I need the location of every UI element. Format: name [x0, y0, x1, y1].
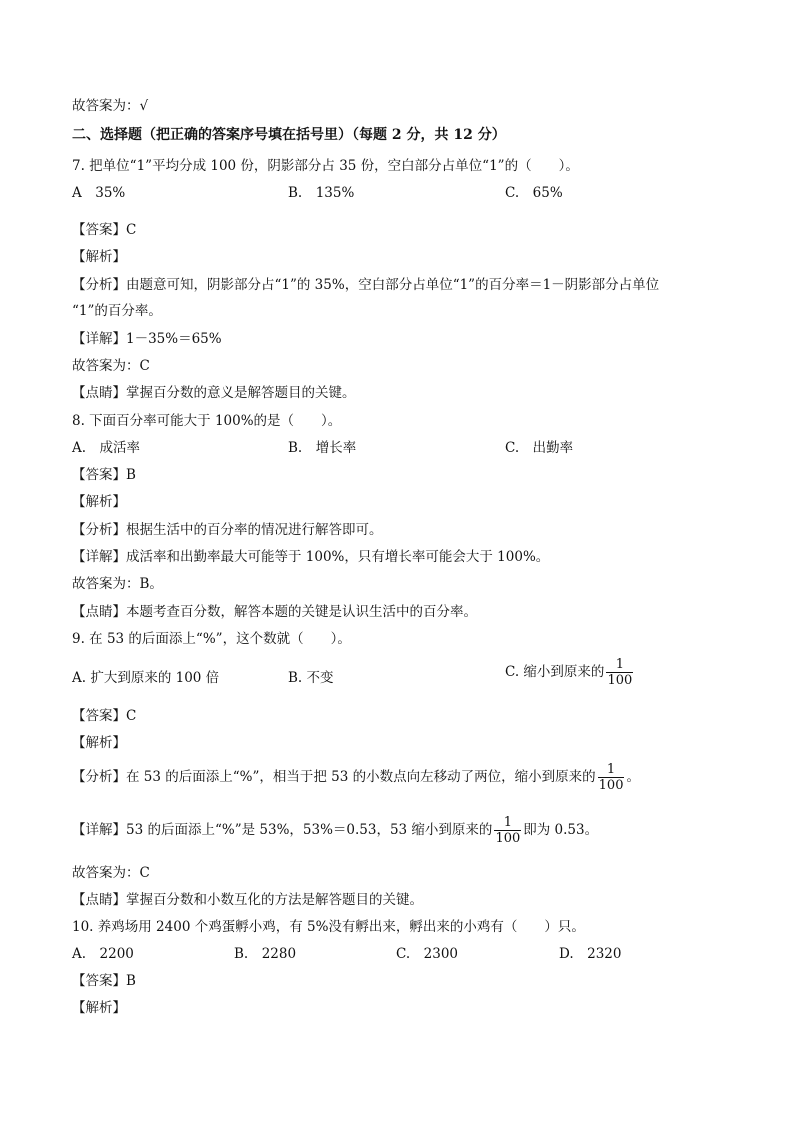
- q7-conclusion: 故答案为：C: [72, 358, 150, 374]
- q10-option-c: C. 2300: [396, 946, 458, 962]
- q7-note: 【点睛】掌握百分数的意义是解答题目的关键。: [72, 385, 356, 401]
- q8-answer: 【答案】B: [72, 467, 136, 483]
- q7-answer: 【答案】C: [72, 222, 137, 238]
- q8-conclusion: 故答案为：B。: [72, 576, 163, 592]
- q7-analysis-2: “1”的百分率。: [72, 303, 162, 319]
- q9-note: 【点睛】掌握百分数和小数互化的方法是解答题目的关键。: [72, 892, 423, 908]
- q8-option-b: B. 增长率: [288, 440, 357, 456]
- q9-analysis-text: 【分析】在 53 的后面添上“%”，相当于把 53 的小数点向左移动了两位，缩小到原来的: [72, 769, 596, 785]
- fraction-denominator: 100: [495, 831, 521, 846]
- q10-answer: 【答案】B: [72, 973, 136, 989]
- fraction-denominator: 100: [598, 778, 624, 793]
- q8-analysis: 【分析】根据生活中的百分率的情况进行解答即可。: [72, 522, 383, 538]
- question-7: 7. 把单位“1”平均分成 100 份，阴影部分占 35 份，空白部分占单位“1”的（ ）。: [72, 158, 579, 174]
- q9-analysis-label: 【解析】: [72, 735, 126, 751]
- q7-option-b: B. 135%: [288, 185, 355, 201]
- section-heading: 二、选择题（把正确的答案序号填在括号里）（每题 2 分，共 12 分）: [72, 127, 506, 143]
- question-10: 10. 养鸡场用 2400 个鸡蛋孵小鸡，有 5%没有孵出来，孵出来的小鸡有（ ）只。: [72, 919, 585, 935]
- q9-option-c: [505, 657, 635, 688]
- fraction: [606, 657, 633, 688]
- fraction-numerator: 1: [606, 657, 633, 673]
- q10-option-a: A. 2200: [72, 946, 134, 962]
- fraction: [598, 762, 625, 793]
- question-8: 8. 下面百分率可能大于 100%的是（ ）。: [72, 413, 342, 429]
- q9-analysis: [72, 762, 640, 793]
- q7-analysis-1: 【分析】由题意可知，阴影部分占“1”的 35%，空白部分占单位“1”的百分率＝1－阴影部分占单位: [72, 277, 660, 293]
- q8-note: 【点睛】本题考查百分数，解答本题的关键是认识生活中的百分率。: [72, 604, 477, 620]
- q9-option-b: B. 不变: [288, 670, 334, 686]
- q9-option-c-text: C. 缩小到原来的: [505, 664, 605, 680]
- q7-option-c: C. 65%: [505, 185, 563, 201]
- q8-option-c: C. 出勤率: [505, 440, 574, 456]
- q9-detail-end: 即为 0.53。: [523, 822, 599, 838]
- q7-detail: 【详解】1－35%＝65%: [72, 331, 222, 347]
- question-9: 9. 在 53 的后面添上“%”，这个数就（ ）。: [72, 631, 351, 647]
- fraction-denominator: 100: [607, 673, 633, 688]
- q8-option-a: A. 成活率: [72, 440, 141, 456]
- fraction: [494, 815, 521, 846]
- q9-conclusion: 故答案为：C: [72, 865, 150, 881]
- q8-detail: 【详解】成活率和出勤率最大可能等于 100%，只有增长率可能会大于 100%。: [72, 549, 550, 565]
- q10-analysis-label: 【解析】: [72, 1000, 126, 1016]
- q7-analysis-label: 【解析】: [72, 249, 126, 265]
- q8-analysis-label: 【解析】: [72, 494, 126, 510]
- q9-answer: 【答案】C: [72, 708, 137, 724]
- q9-option-a: A. 扩大到原来的 100 倍: [72, 670, 220, 686]
- q9-analysis-end: 。: [626, 769, 640, 785]
- answer-line: 故答案为：√: [72, 98, 149, 114]
- fraction-numerator: 1: [494, 815, 521, 831]
- q10-option-b: B. 2280: [234, 946, 297, 962]
- q7-option-a: A 35%: [72, 185, 126, 201]
- q9-detail-text: 【详解】53 的后面添上“%”是 53%，53%＝0.53，53 缩小到原来的: [72, 822, 493, 838]
- q10-option-d: D. 2320: [559, 946, 622, 962]
- q9-detail: [72, 815, 598, 846]
- fraction-numerator: 1: [598, 762, 625, 778]
